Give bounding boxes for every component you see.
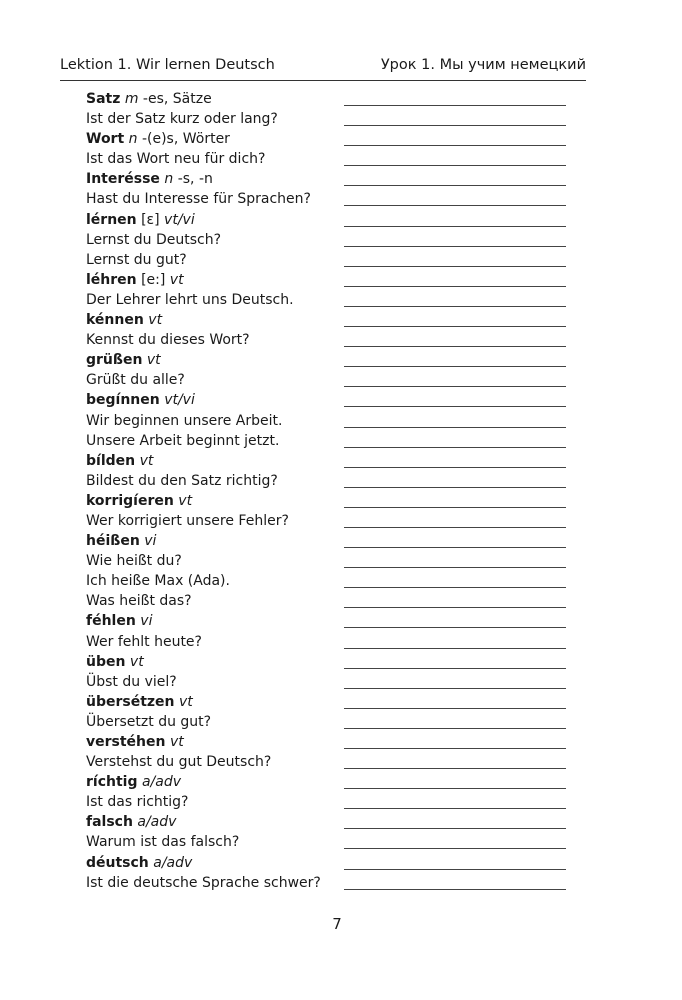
plural-forms: -s, -n (173, 171, 213, 188)
grammar-label: vt (178, 492, 193, 509)
grammar-label: vt (148, 312, 163, 329)
example-sentence (86, 873, 566, 893)
headword: Wort (86, 131, 125, 148)
answer-line[interactable] (344, 386, 566, 387)
example-sentence (86, 712, 566, 732)
answer-line[interactable] (344, 627, 566, 628)
row-text (86, 812, 176, 832)
row-text: Warum ist das falsch? (86, 834, 240, 851)
headword: begínnen (86, 392, 160, 409)
plural-forms: -es, Sätze (138, 91, 212, 107)
row-text: Übersetzt du gut? (86, 713, 212, 730)
answer-line[interactable] (344, 306, 566, 307)
headword: üben (86, 653, 126, 670)
row-text: Grüßt du alle? (86, 372, 185, 389)
row-text: Kennst du dieses Wort? (86, 332, 250, 349)
grammar-label: vt (169, 734, 184, 750)
row-text (86, 692, 193, 712)
answer-line[interactable] (344, 145, 566, 146)
answer-line[interactable] (344, 366, 566, 367)
row-text (86, 611, 152, 631)
example-sentence (86, 672, 566, 692)
answer-line[interactable] (344, 648, 566, 649)
example-sentence (86, 290, 566, 310)
vocab-entry (86, 692, 566, 712)
headword: bílden (86, 452, 136, 469)
answer-line[interactable] (344, 125, 566, 126)
plural-forms: -(e)s, Wörter (137, 131, 230, 148)
row-text (86, 350, 161, 370)
row-text: Lernst du gut? (86, 251, 187, 268)
row-text: Lernst du Deutsch? (86, 231, 222, 248)
example-sentence (86, 250, 566, 270)
grammar-label: a/adv (141, 774, 181, 791)
headword: grüßen (86, 352, 143, 369)
vocab-entry (86, 491, 566, 511)
vocab-entry (86, 732, 566, 752)
headword: léhren (86, 271, 137, 288)
row-text (86, 89, 212, 109)
example-sentence (86, 431, 566, 451)
row-text: Ist der Satz kurz oder lang? (86, 111, 278, 128)
answer-line[interactable] (344, 205, 566, 206)
row-text (86, 451, 153, 471)
grammar-label: vt/vi (164, 211, 195, 228)
example-sentence (86, 792, 566, 812)
row-text: Ich heiße Max (Ada). (86, 573, 230, 590)
example-sentence (86, 330, 566, 350)
answer-line[interactable] (344, 185, 566, 186)
grammar-label: vt (129, 653, 144, 670)
page-header (60, 57, 586, 77)
row-text (86, 310, 162, 330)
answer-line[interactable] (344, 226, 566, 227)
row-text: Wir beginnen unsere Arbeit. (86, 412, 283, 429)
answer-line[interactable] (344, 427, 566, 428)
page-number: 7 (332, 915, 342, 933)
header-divider (60, 80, 586, 81)
vocab-entry (86, 772, 566, 792)
answer-line[interactable] (344, 467, 566, 468)
answer-line[interactable] (344, 406, 566, 407)
answer-line[interactable] (344, 848, 566, 849)
grammar-label: vt (169, 271, 184, 288)
answer-line[interactable] (344, 527, 566, 528)
example-sentence (86, 230, 566, 250)
answer-line[interactable] (344, 788, 566, 789)
row-text: Hast du Interesse für Sprachen? (86, 191, 311, 208)
answer-line[interactable] (344, 266, 566, 267)
vocab-entry (86, 89, 566, 109)
row-text: Ist das richtig? (86, 794, 189, 811)
example-sentence (86, 189, 566, 209)
row-text: Wer korrigiert unsere Fehler? (86, 512, 289, 529)
example-sentence (86, 149, 566, 169)
example-sentence (86, 832, 566, 852)
row-text: Verstehst du gut Deutsch? (86, 754, 272, 771)
vocabulary-list (86, 89, 566, 893)
answer-line[interactable] (344, 668, 566, 669)
headword: korrigíeren (86, 492, 174, 509)
answer-line[interactable] (344, 587, 566, 588)
vocab-entry (86, 611, 566, 631)
headword: verstéhen (86, 734, 166, 750)
row-text (86, 210, 195, 230)
example-sentence (86, 411, 566, 431)
headword: Interésse (86, 171, 160, 188)
example-sentence (86, 752, 566, 772)
row-text (86, 491, 192, 511)
row-text: Übst du viel? (86, 673, 177, 690)
answer-line[interactable] (344, 808, 566, 809)
answer-line[interactable] (344, 728, 566, 729)
vocab-entry (86, 812, 566, 832)
answer-line[interactable] (344, 105, 566, 106)
example-sentence (86, 370, 566, 390)
grammar-label: n (128, 131, 138, 148)
headword: kénnen (86, 312, 144, 329)
headword: Satz (86, 91, 121, 107)
answer-line[interactable] (344, 828, 566, 829)
headword: féhlen (86, 613, 136, 630)
answer-line[interactable] (344, 487, 566, 488)
answer-line[interactable] (344, 889, 566, 890)
row-text (86, 169, 213, 189)
grammar-label: vi (144, 533, 157, 550)
row-text: Der Lehrer lehrt uns Deutsch. (86, 291, 294, 308)
vocab-entry (86, 270, 566, 290)
row-text (86, 652, 144, 672)
answer-line[interactable] (344, 286, 566, 287)
answer-line[interactable] (344, 547, 566, 548)
row-text: Unsere Arbeit beginnt jetzt. (86, 432, 280, 449)
grammar-label: n (164, 171, 174, 188)
header-lesson-ru: Урок 1. Мы учим немецкий (380, 57, 586, 73)
vocab-entry (86, 853, 566, 873)
grammar-label: vt (178, 693, 193, 710)
grammar-label: a/adv (137, 814, 177, 831)
headword: ríchtig (86, 774, 138, 791)
answer-line[interactable] (344, 507, 566, 508)
row-text (86, 772, 181, 792)
row-text (86, 853, 192, 873)
grammar-label: vt (146, 352, 161, 369)
example-sentence (86, 591, 566, 611)
header-lesson-de: Lektion 1. Wir lernen Deutsch (60, 57, 275, 73)
answer-line[interactable] (344, 567, 566, 568)
headword: héißen (86, 533, 140, 550)
example-sentence (86, 109, 566, 129)
headword: lérnen (86, 211, 137, 228)
answer-line[interactable] (344, 869, 566, 870)
example-sentence (86, 551, 566, 571)
answer-line[interactable] (344, 607, 566, 608)
headword: übersétzen (86, 693, 175, 710)
answer-line[interactable] (344, 447, 566, 448)
answer-line[interactable] (344, 326, 566, 327)
vocab-entry (86, 129, 566, 149)
answer-line[interactable] (344, 708, 566, 709)
answer-line[interactable] (344, 165, 566, 166)
vocab-entry (86, 390, 566, 410)
pronunciation: [ε] (136, 211, 165, 228)
row-text (86, 270, 184, 290)
answer-line[interactable] (344, 346, 566, 347)
headword: déutsch (86, 854, 149, 871)
vocab-entry (86, 350, 566, 370)
vocab-entry (86, 652, 566, 672)
example-sentence (86, 632, 566, 652)
headword: falsch (86, 814, 133, 831)
row-text (86, 732, 184, 752)
vocab-entry (86, 169, 566, 189)
grammar-label: m (124, 91, 139, 107)
row-text: Was heißt das? (86, 593, 192, 610)
row-text: Bildest du den Satz richtig? (86, 472, 278, 489)
row-text: Wie heißt du? (86, 553, 182, 570)
vocab-entry (86, 310, 566, 330)
row-text: Ist die deutsche Sprache schwer? (86, 874, 321, 891)
grammar-label: a/adv (153, 854, 193, 871)
grammar-label: vt (139, 452, 154, 469)
grammar-label: vi (140, 613, 153, 630)
example-sentence (86, 471, 566, 491)
row-text (86, 129, 230, 149)
row-text (86, 531, 156, 551)
row-text: Ist das Wort neu für dich? (86, 151, 266, 168)
answer-line[interactable] (344, 768, 566, 769)
vocab-entry (86, 451, 566, 471)
answer-line[interactable] (344, 748, 566, 749)
row-text (86, 390, 195, 410)
answer-line[interactable] (344, 688, 566, 689)
row-text: Wer fehlt heute? (86, 633, 202, 650)
example-sentence (86, 571, 566, 591)
vocab-entry (86, 531, 566, 551)
answer-line[interactable] (344, 246, 566, 247)
pronunciation: [e:] (136, 271, 170, 288)
example-sentence (86, 511, 566, 531)
vocab-entry (86, 210, 566, 230)
grammar-label: vt/vi (164, 392, 195, 409)
